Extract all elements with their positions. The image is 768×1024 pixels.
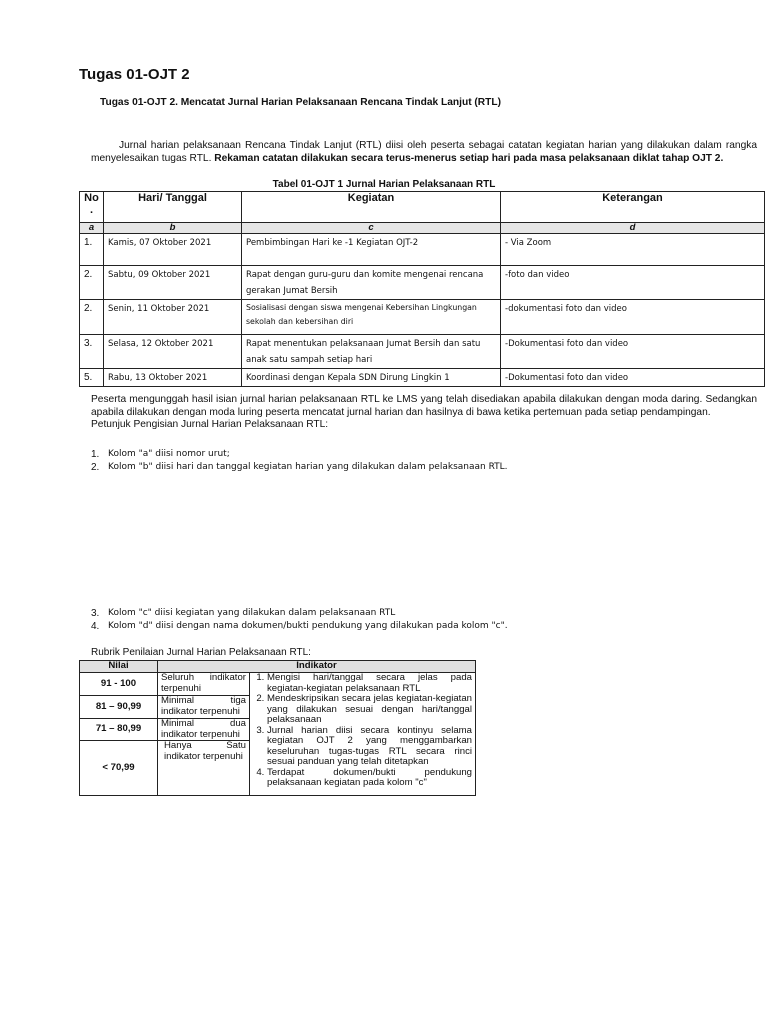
intro-text: Jurnal harian pelaksanaan Rencana Tindak Lanjut (RTL) diisi oleh peserta sebagai catatan kegiatan harian yang dilakukan dalam rangka menyelesaikan tugas RTL. [91, 140, 757, 164]
table-row [80, 369, 765, 387]
row-activity: Sosialisasi dengan siswa mengenai Kebersihan Lingkungan sekolah dan kebersihan diri [242, 300, 501, 335]
table-row [80, 300, 765, 335]
row-activity: Rapat menentukan pelaksanaan Jumat Bersih dan satu anak satu sampah setiap hari [242, 335, 501, 369]
intro-bold-text: Rekaman catatan dilakukan secara terus-menerus setiap hari pada masa pelaksanaan diklat tahap OJT 2. [214, 153, 724, 164]
row-activity: Koordinasi dengan Kepala SDN Dirung Lingkin 1 [242, 369, 501, 387]
table-row [80, 335, 765, 369]
row-note: -Dokumentasi foto dan video [501, 335, 765, 369]
upload-paragraph: Peserta mengunggah hasil isian jurnal harian pelaksanaan RTL ke LMS yang telah disediakan apabila dilakukan dengan moda daring. Sedangkan apabila dilakukan dengan moda luring peserta mencatat jurnal harian dan hasilnya di bawa ketika pertemuan pada setiap pendampingan. [91, 394, 757, 418]
row-note: -foto dan video [501, 266, 765, 300]
list-number: 3. [91, 608, 100, 619]
rubric-header-nilai: Nilai [80, 661, 158, 673]
table-caption: Tabel 01-OJT 1 Jurnal Harian Pelaksanaan RTL [272, 179, 496, 190]
list-item [91, 461, 757, 474]
row-note: -Dokumentasi foto dan video [501, 369, 765, 387]
rubric-score: 81 – 90,99 [80, 696, 158, 719]
row-activity: Rapat dengan guru-guru dan komite mengenai rencana gerakan Jumat Bersih [242, 266, 501, 300]
instructions-title: Petunjuk Pengisian Jurnal Harian Pelaksanaan RTL: [91, 419, 329, 430]
rubric-row [80, 673, 476, 696]
list-number: 4. [91, 621, 100, 632]
row-no: 3. [80, 335, 104, 369]
rubric-score: 91 - 100 [80, 673, 158, 696]
header-kegiatan: Kegiatan [242, 192, 501, 223]
indicator-text: Terdapat dokumen/bukti pendukung pelaksanaan kegiatan pada kolom "c" [267, 766, 473, 788]
intro-paragraph [91, 139, 757, 165]
rubric-score: 71 – 80,99 [80, 719, 158, 741]
row-note: - Via Zoom [501, 234, 765, 266]
rubric-desc: Minimal tiga indikator terpenuhi [158, 696, 250, 719]
list-text: Kolom "b" diisi hari dan tanggal kegiatan harian yang dilakukan dalam pelaksanaan RTL. [108, 462, 508, 472]
rubric-desc: Seluruh indikator terpenuhi [158, 673, 250, 696]
list-number: 2. [91, 462, 100, 473]
task-subtitle: Tugas 01-OJT 2. Mencatat Jurnal Harian Pelaksanaan Rencana Tindak Lanjut (RTL) [100, 97, 502, 108]
row-date: Senin, 11 Oktober 2021 [104, 300, 242, 335]
rubric-score: < 70,99 [80, 741, 158, 796]
journal-table [79, 191, 765, 387]
row-date: Sabtu, 09 Oktober 2021 [104, 266, 242, 300]
instructions-list-a [91, 448, 757, 474]
row-date: Selasa, 12 Oktober 2021 [104, 335, 242, 369]
rubric-desc: Hanya Satu indikator terpenuhi [158, 741, 250, 796]
row-no: 2. [80, 266, 104, 300]
rubric-title: Rubrik Penilaian Jurnal Harian Pelaksanaan RTL: [91, 647, 311, 658]
row-activity: Pembimbingan Hari ke -1 Kegiatan OJT-2 [242, 234, 501, 266]
code-d: d [501, 223, 765, 234]
rubric-header-indikator: Indikator [158, 661, 476, 673]
table-row [80, 234, 765, 266]
row-date: Rabu, 13 Oktober 2021 [104, 369, 242, 387]
row-date: Kamis, 07 Oktober 2021 [104, 234, 242, 266]
upload-section [91, 394, 757, 432]
indicator-item [267, 768, 472, 789]
list-text: Kolom "a" diisi nomor urut; [108, 449, 230, 459]
row-no: 5. [80, 369, 104, 387]
list-item [91, 448, 757, 461]
rubric-table [79, 660, 476, 796]
indicator-item: 3. Jurnal harian diisi secara kontinyu selama kegiatan OJT 2 yang menggambarkan keseluruhan tugas-tugas RTL secara rinci sesuai panduan yang telah ditetapkan [267, 726, 472, 768]
list-text: Kolom "d" diisi dengan nama dokumen/bukti pendukung yang dilakukan pada kolom "c". [108, 621, 508, 631]
page-title: Tugas 01-OJT 2 [79, 66, 190, 83]
rubric-indicators [250, 673, 476, 796]
code-a: a [80, 223, 104, 234]
rubric-desc: Minimal dua indikator terpenuhi [158, 719, 250, 741]
indicator-item: 1. Mengisi hari/tanggal secara jelas pada kegiatan-kegiatan pelaksanaan RTL [267, 673, 472, 694]
row-no: 2. [80, 300, 104, 335]
indicator-item: 2. Mendeskripsikan secara jelas kegiatan-kegiatan yang dilakukan sesuai dengan hari/tanggal pelaksanaan [267, 694, 472, 726]
header-hari: Hari/ Tanggal [104, 192, 242, 223]
code-c: c [242, 223, 501, 234]
table-row [80, 266, 765, 300]
row-no: 1. [80, 234, 104, 266]
list-item [91, 620, 757, 633]
header-keterangan: Keterangan [501, 192, 765, 223]
row-note: -dokumentasi foto dan video [501, 300, 765, 335]
list-text: Kolom "c" diisi kegiatan yang dilakukan dalam pelaksanaan RTL [108, 608, 396, 618]
instructions-list-b [91, 607, 757, 633]
code-b: b [104, 223, 242, 234]
list-item [91, 607, 757, 620]
header-no: No . [80, 192, 104, 223]
list-number: 1. [91, 449, 100, 460]
